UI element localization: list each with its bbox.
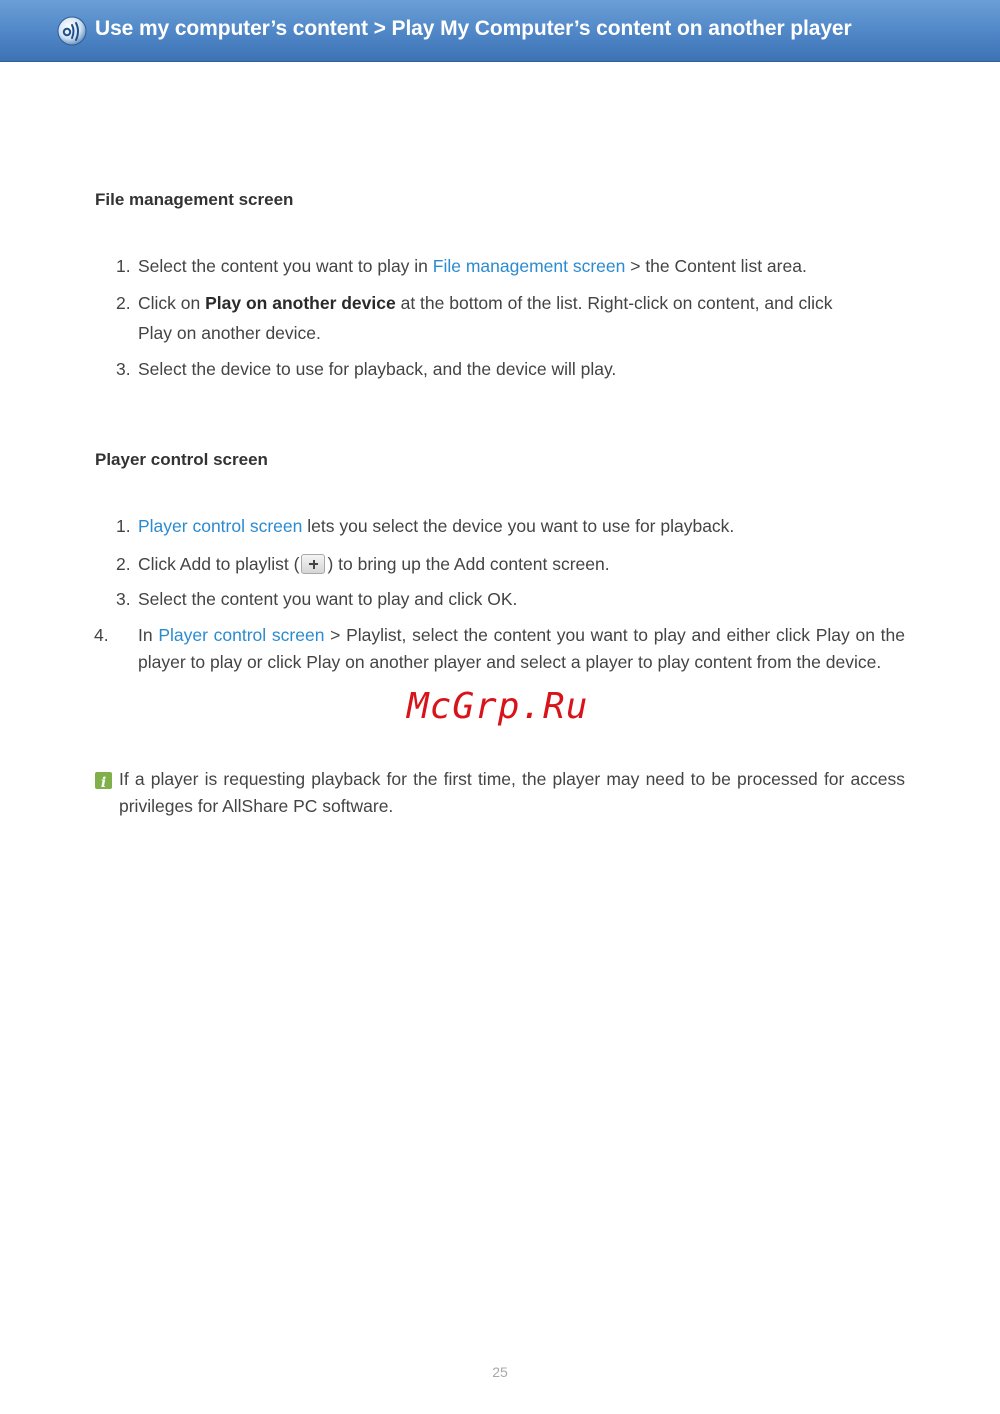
info-note-glyph: i xyxy=(100,775,107,791)
step-number: 4. xyxy=(94,625,109,645)
add-to-playlist-icon xyxy=(301,554,325,574)
list-item xyxy=(116,356,905,383)
step-text: Click Add to playlist ( xyxy=(138,554,300,574)
step-number: 3. xyxy=(116,359,131,379)
player-control-screen-link[interactable]: Player control screen xyxy=(158,625,325,645)
step-text: lets you select the device you want to use for playback. xyxy=(302,516,735,536)
play-on-another-device-label: Play on another device xyxy=(205,293,396,313)
list-item xyxy=(116,513,905,540)
step-number: 2. xyxy=(116,554,131,574)
step-text: Select the content you want to play and click OK. xyxy=(138,589,518,609)
info-note xyxy=(95,766,905,820)
list-item xyxy=(116,551,905,578)
note-text: If a player is requesting playback for the first time, the player may need to be processed for access privileges for AllShare PC software. xyxy=(119,769,905,816)
step-text: > Playlist, select the content you want to play and either click Play on the player to play or click Play on another player and select a player to play content from the device. xyxy=(138,625,905,672)
step-text: > the Content list area. xyxy=(625,256,807,276)
file-management-screen-link[interactable]: File management screen xyxy=(432,256,626,276)
step-text: Select the device to use for playback, and the device will play. xyxy=(138,359,617,379)
step-number: 2. xyxy=(116,293,131,313)
page-number: 25 xyxy=(492,1364,508,1380)
player-control-screen-link[interactable]: Player control screen xyxy=(138,516,303,536)
watermark: McGrp.Ru xyxy=(407,686,589,727)
list-item xyxy=(116,253,905,280)
step-continuation: Play on another device. xyxy=(138,323,321,343)
section-title-file-management: File management screen xyxy=(95,190,294,209)
list-item xyxy=(116,586,905,613)
step-text: ) to bring up the Add content screen. xyxy=(327,554,610,574)
step-text: Click on xyxy=(138,293,206,313)
step-number: 1. xyxy=(116,516,131,536)
section-title-player-control: Player control screen xyxy=(95,450,268,469)
step-text: In xyxy=(138,625,159,645)
info-note-icon xyxy=(95,772,112,789)
page-header xyxy=(0,0,1000,62)
step-text: Select the content you want to play in xyxy=(138,256,433,276)
step-text: at the bottom of the list. Right-click on content, and click xyxy=(395,293,833,313)
step-number: 1. xyxy=(116,256,131,276)
list-item xyxy=(94,622,905,676)
page-title: Use my computer’s content > Play My Computer’s content on another player xyxy=(95,17,852,40)
step-body xyxy=(94,622,905,676)
step-number: 3. xyxy=(116,589,131,609)
allshare-logo-icon xyxy=(57,16,87,46)
list-item xyxy=(116,290,905,347)
